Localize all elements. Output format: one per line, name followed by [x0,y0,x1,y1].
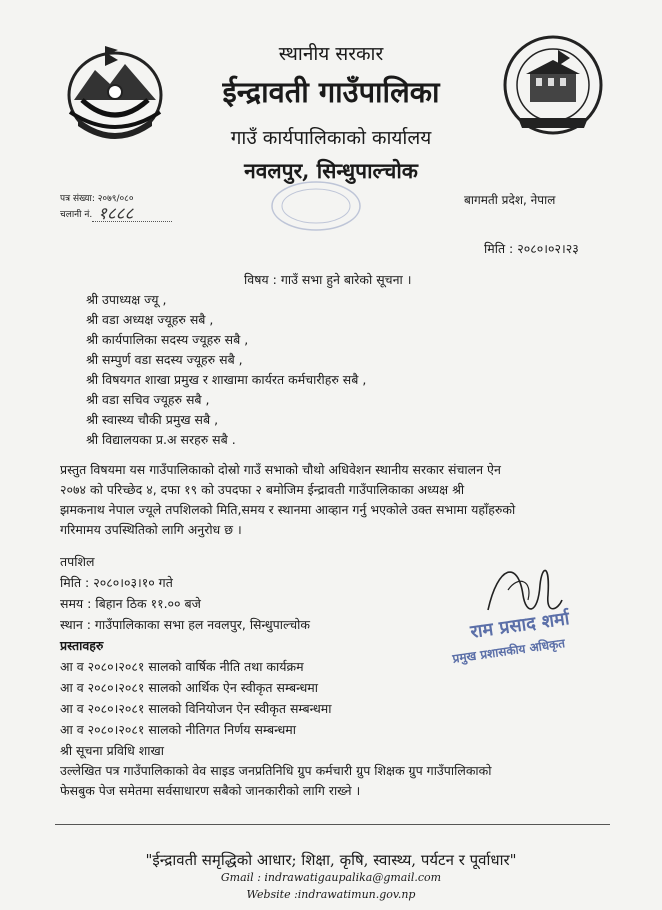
patra-sankhya: पत्र संख्या: २०७९/०८० [60,194,134,204]
recipient-item: श्री उपाध्यक्ष ज्यू , [86,292,167,307]
recipient-item: श्री वडा अध्यक्ष ज्यूहरु सबै , [86,312,214,327]
chalani-label: चलानी नं. [60,210,93,220]
footer-website: Website :indrawatimun.gov.np [246,888,416,901]
province-address: बागमती प्रदेश, नेपाल [464,193,556,207]
header-office: गाउँ कार्यपालिकाको कार्यालय [230,127,432,149]
header-local-government: स्थानीय सरकार [278,43,384,65]
proposals-heading: प्रस्तावहरु [60,638,104,653]
details-section [60,551,492,801]
letter-subject: विषय : गाउँ सभा हुने बारेको सूचना । [244,272,412,287]
proposal-item: आ व २०८०।२०८१ सालको नीतिगत निर्णय सम्बन्धमा [60,722,296,737]
cc-heading: श्री सूचना प्रविधि शाखा [60,743,164,758]
recipient-item: श्री कार्यपालिका सदस्य ज्यूहरु सबै , [86,332,249,347]
header-municipality-title: ईन्द्रावती गाउँपालिका [222,75,440,109]
header-location: नवलपुर, सिन्धुपाल्चोक [244,158,418,183]
body-paragraph [60,460,580,540]
body-line: प्रस्तुत विषयमा यस गाउँपालिकाको दोस्रो गाउँ सभाको चौथो अधिवेशन स्थानीय सरकार संचालन ऐन [60,462,501,477]
chalani-number: १८८८ [98,204,134,224]
body-line: २०७४ को परिच्छेद ४, दफा १९ को उपदफा २ बमोजिम ईन्द्रावती गाउँपालिकाका अध्यक्ष श्री [60,482,465,497]
letter-date: मिति : २०८०।०२।२३ [484,241,579,256]
proposal-item: आ व २०८०।२०८१ सालको आर्थिक ऐन स्वीकृत सम्बन्धमा [60,680,319,695]
cc-line: उल्लेखित पत्र गाउँपालिकाको वेव साइड जनप्रतिनिधि ग्रुप कर्मचारी ग्रुप शिक्षक ग्रुप गाउँपालिकाको [60,763,492,778]
details-date: मिति : २०८०।०३।१० गते [60,575,173,590]
cc-line: फेसबुक पेज समेतमा सर्वसाधारण सबैको जानकारीको लागि राख्ने । [60,783,361,798]
office-stamp [268,178,364,238]
proposal-item: आ व २०८०।२०८१ सालको वार्षिक नीति तथा कार्यक्रम [60,659,304,674]
signatory-name: राम प्रसाद शर्मा [469,608,571,643]
signatory-designation: प्रमुख प्रशासकीय अधिकृत [451,636,566,666]
footer-slogan: "ईन्द्रावती समृद्धिको आधार; शिक्षा, कृषि, स्वास्थ्य, पर्यटन र पूर्वाधार" [145,851,517,869]
details-heading: तपशिल [60,554,95,569]
chalani-underline [92,221,172,222]
details-time: समय : बिहान ठिक ११.०० बजे [60,596,201,611]
recipient-item: श्री स्वास्थ्य चौकी प्रमुख सबै , [86,412,219,427]
recipient-list [86,290,366,450]
recipient-item: श्री सम्पुर्ण वडा सदस्य ज्यूहरु सबै , [86,352,243,367]
body-line: झमकनाथ नेपाल ज्यूले तपशिलको मिति,समय र स्थानमा आव्हान गर्नु भएकोले उक्त सभामा यहाँहरुको [60,502,516,517]
recipient-item: श्री वडा सचिव ज्यूहरु सबै , [86,392,210,407]
details-place: स्थान : गाउँपालिकाका सभा हल नवलपुर, सिन्धुपाल्चोक [60,617,311,632]
body-line: गरिमामय उपस्थितिको लागि अनुरोध छ । [60,522,242,537]
recipient-item: श्री विद्यालयका प्र.अ सरहरु सबै . [86,432,236,447]
footer-divider [55,824,610,825]
proposal-item: आ व २०८०।२०८१ सालको विनियोजन ऐन स्वीकृत सम्बन्धमा [60,701,332,716]
footer-email: Gmail : indrawatigaupalika@gmail.com [220,871,442,884]
recipient-item: श्री विषयगत शाखा प्रमुख र शाखामा कार्यरत कर्मचारीहरु सबै , [86,372,367,387]
